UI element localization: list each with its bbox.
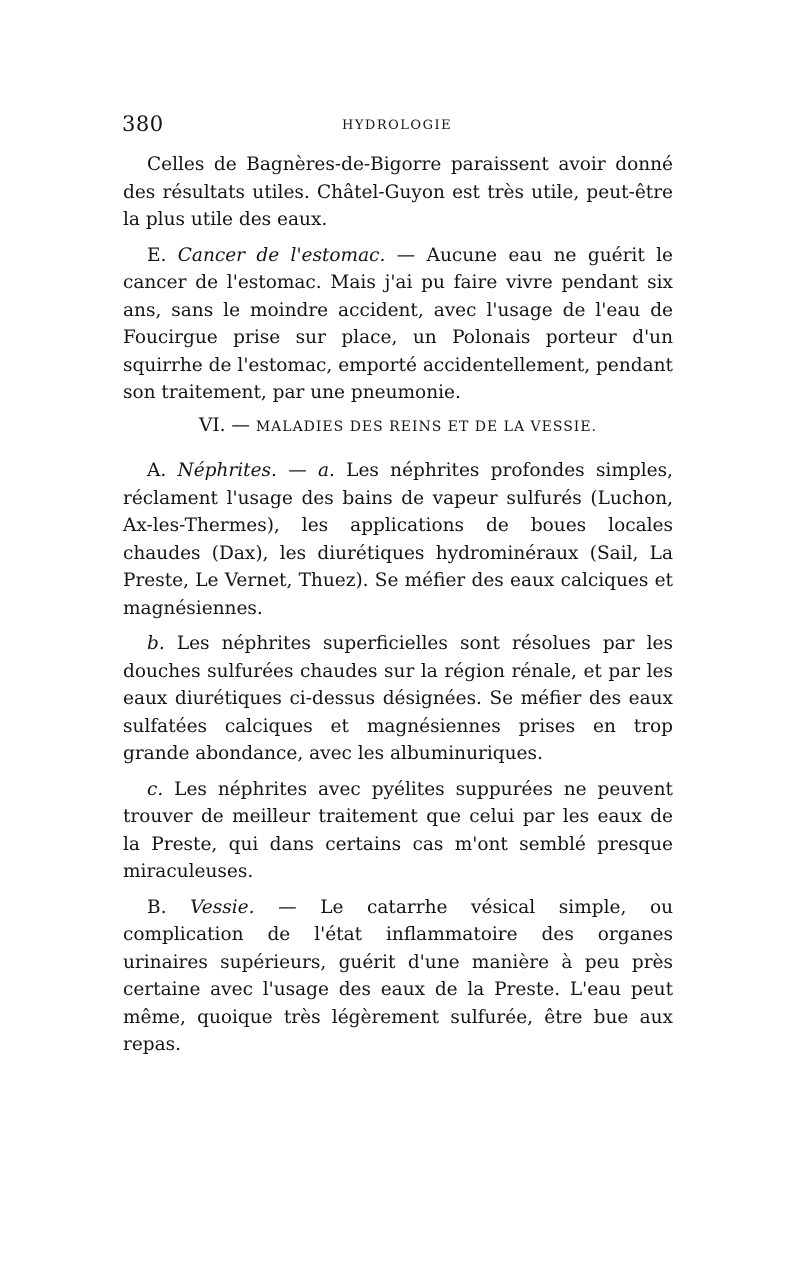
text-block-lower [123,457,673,1059]
paragraph-cancer-estomac [123,242,673,407]
paragraph-text: — Aucune eau ne guérit le cancer de l'estomac. Mais j'ai pu faire vivre pendant six ans, sans le moindre accident, avec l'usage de l'eau de Foucirgue prise sur place, un Polonais porteur d'un squirrhe de l'estomac, emporté accidentellement, pendant son traitement, par une pneumonie. [123,244,674,403]
paragraph-label: b. [147,633,165,654]
paragraph-label: B. [147,896,167,918]
paragraph-nephrites-b [123,630,673,768]
paragraph-text: Les néphrites profondes simples, réclament l'usage des bains de vapeur sulfurés (Luchon, Ax-les-Thermes), les applications de boues locales chaudes (Dax), les diurétiques hydrominéraux (Sail, La Preste, Le Vernet, Thuez). Se méfier des eaux calciques et magnésiennes. [123,460,673,619]
paragraph-text: Celles de Bagnères-de-Bigorre paraissent avoir donné des résultats utiles. Châtel-Guyon est très utile, peut-être la plus utile des eaux. [123,154,673,230]
section-heading [123,412,673,442]
section-number: VI. — [199,415,250,436]
paragraph-title: Cancer de l'estomac. [177,244,386,266]
paragraph-label: A. [147,460,167,481]
running-head [122,112,673,138]
paragraph-label: E. [147,244,167,266]
paragraph-title: Vessie. [190,896,255,918]
paragraph-nephrites-a [123,457,673,622]
running-title: HYDROLOGIE [342,118,453,133]
page-number: 380 [122,112,164,136]
paragraph-text: Les néphrites superficielles sont résolues par les douches sulfurées chaudes sur la région rénale, et par les eaux diurétiques ci-dessus désignées. Se méfier des eaux sulfatées calciques et magnésiennes prises en trop grande abondance, avec les albuminuriques. [123,633,673,764]
paragraph-chatel-guyon [123,151,673,234]
text-block-upper [123,151,673,407]
paragraph-label: c. [147,778,164,800]
paragraph-sublabel: — a. [288,460,335,481]
paragraph-title: Néphrites. [177,460,277,481]
paragraph-nephrites-c [123,776,673,886]
paragraph-text: — Le catarrhe vésical simple, ou complication de l'état inflammatoire des organes urinaires supérieurs, guérit d'une manière à peu près certaine avec l'usage des eaux de la Preste. L'eau peut même, quoique très légèrement sulfurée, être bue aux repas. [123,896,673,1055]
paragraph-vessie [123,894,673,1059]
section-title: MALADIES DES REINS ET DE LA VESSIE. [255,419,597,435]
paragraph-text: Les néphrites avec pyélites suppurées ne peuvent trouver de meilleur traitement que celui par les eaux de la Preste, qui dans certains cas m'ont semblé presque miraculeuses. [123,778,673,882]
